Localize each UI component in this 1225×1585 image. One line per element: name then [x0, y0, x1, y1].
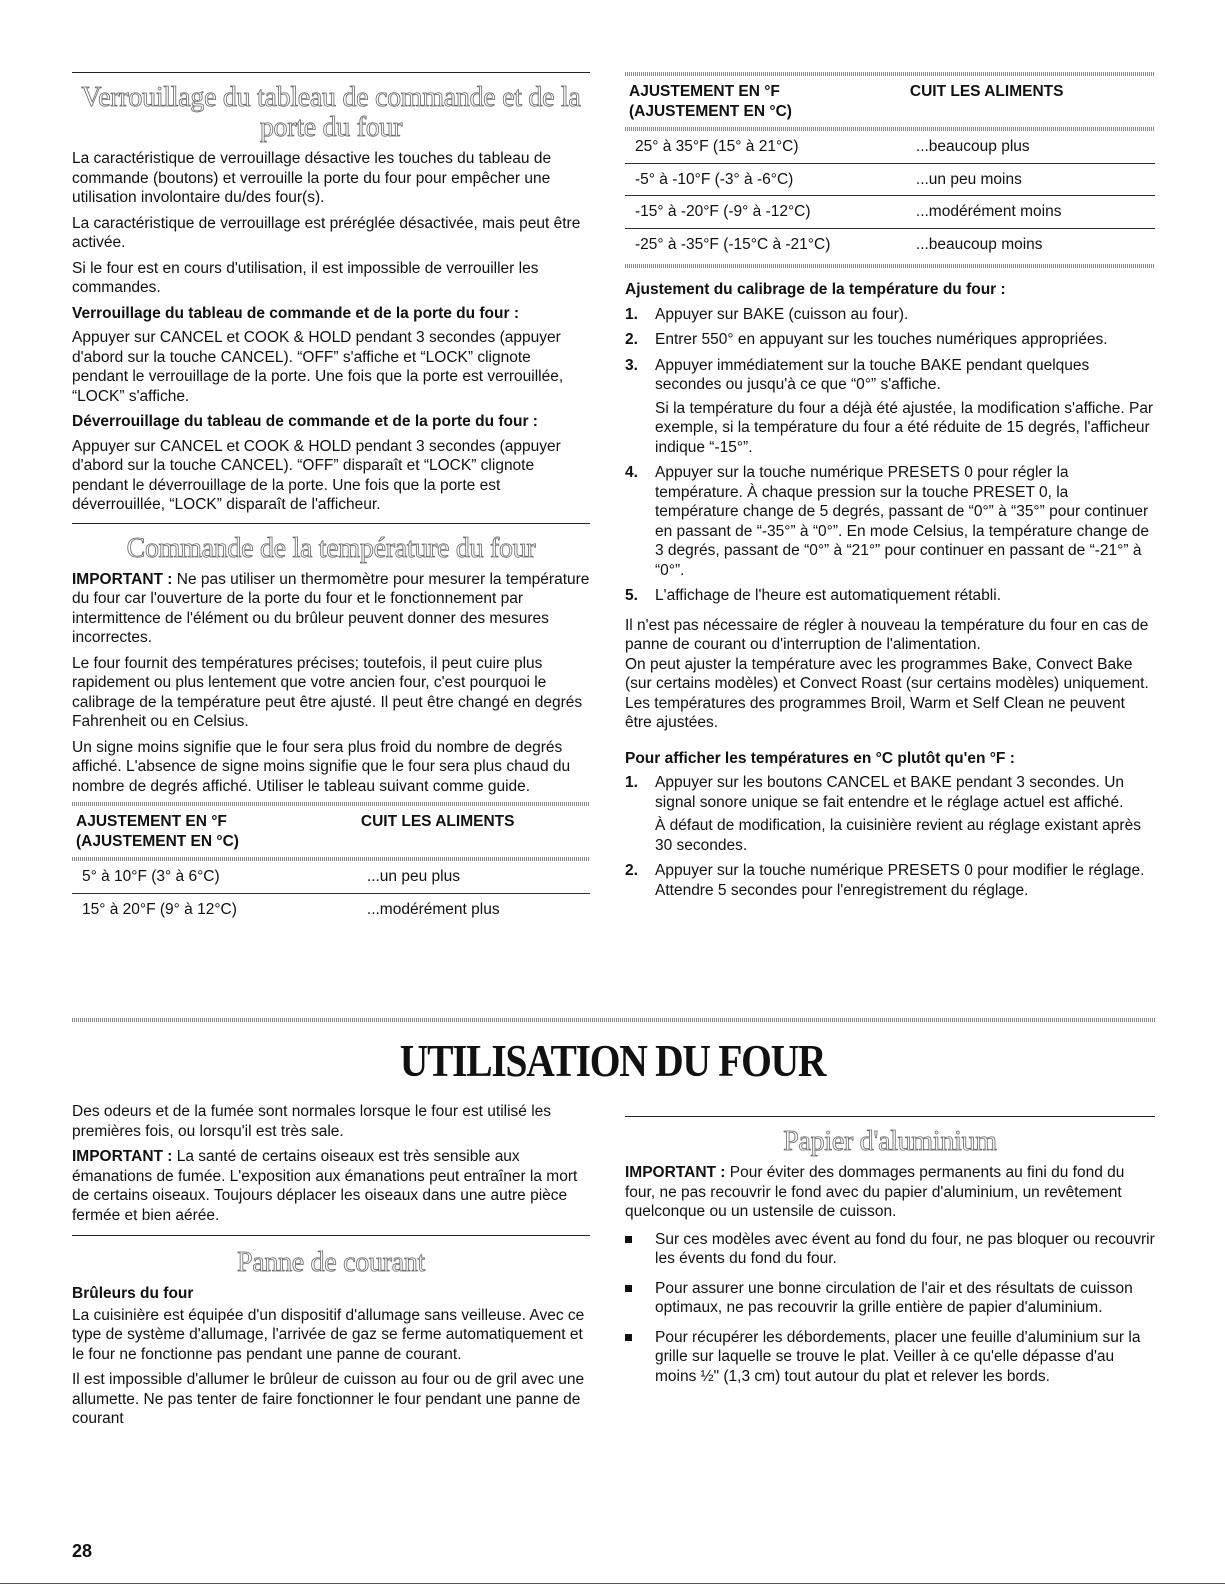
paragraph: La cuisinière est équipée d'un dispositif d'allumage sans veilleuse. Avec ce type de système d'allumage, l'arrivée de gaz se ferme automatiquement et le four ne fonctionne pas pendant une panne de courant. [72, 1306, 585, 1363]
step-number: 4. [625, 464, 638, 481]
burner-heading: Brûleurs du four [72, 1285, 194, 1302]
calibration-heading: Ajustement du calibrage de la température du four : [625, 281, 1006, 298]
step-number: 1. [625, 305, 638, 323]
table-cell: 5° à 10°F (3° à 6°C) [72, 861, 357, 893]
list-item [625, 330, 1155, 350]
list-item [625, 305, 1155, 325]
list-item [625, 356, 1155, 458]
adjustment-table [72, 808, 590, 925]
right-top-column [625, 72, 1155, 910]
step-number: 2. [625, 331, 638, 348]
step-text: Appuyer sur BAKE (cuisson au four). [655, 305, 909, 323]
bullet-square-icon [625, 1236, 632, 1243]
page-bottom-rule [0, 1583, 1225, 1584]
step-text: L'affichage de l'heure est automatiquement rétabli. [655, 587, 1001, 604]
table-header-row [625, 78, 1155, 127]
header-line: AJUSTEMENT EN °F [76, 813, 227, 830]
power-section-title: Panne de courant [236, 1247, 425, 1278]
list-item [625, 586, 1155, 606]
right-bottom-column [625, 1102, 1155, 1396]
table-cell: ...beaucoup plus [906, 131, 1155, 163]
header-line: AJUSTEMENT EN °F [629, 83, 780, 100]
paragraph: La caractéristique de verrouillage désactive les touches du tableau de commande (boutons) et verrouille la porte du four pour empêcher une utilisation involontaire du/des four(s). [72, 150, 552, 206]
dotted-rule [625, 264, 1155, 268]
list-item [625, 773, 1155, 855]
table-cell: -25° à -35°F (-15°C à -21°C) [635, 235, 831, 253]
paragraph: Appuyer sur CANCEL et COOK & HOLD pendant 3 secondes (appuyer d'abord sur la touche CANCEL). “OFF” disparaît et “LOCK” clignote pendant le déverrouillage de la porte. Une fois que la porte est déverrouillée, “LOCK” disparaît de l'afficheur. [72, 437, 561, 513]
bullet-square-icon [625, 1334, 632, 1341]
foil-bullets [625, 1230, 1155, 1387]
important-label: IMPORTANT : [72, 570, 173, 588]
paragraph: La caractéristique de verrouillage est préréglée désactivée, mais peut être activée. [72, 214, 581, 251]
table-row [72, 893, 590, 925]
foil-section-title: Papier d'aluminium [783, 1126, 997, 1157]
dotted-rule [72, 802, 590, 806]
table-cell: ...un peu plus [357, 861, 590, 893]
unlock-heading: Déverrouillage du tableau de commande et de la porte du four : [72, 413, 538, 430]
calibration-steps [625, 305, 1155, 606]
section-rule [72, 523, 590, 524]
step-text: Appuyer sur la touche numérique PRESETS 0 pour modifier le réglage. Attendre 5 secondes pour l'enregistrement du réglage. [655, 862, 1145, 899]
list-item [625, 463, 1155, 580]
paragraph: Il est impossible d'allumer le brûleur de cuisson au four ou de gril avec une allumette. Ne pas tenter de faire fonctionner le four pendant une panne de courant [72, 1371, 585, 1427]
table-header-row [72, 808, 590, 857]
important-text: Pour éviter des dommages permanents au fini du fond du four, ne pas recouvrir le fond avec du papier d'aluminium, un revêtement quelconque ou un ustensile de cuisson. [625, 1164, 1125, 1220]
table-cell: -5° à -10°F (-3° à -6°C) [625, 163, 906, 196]
table-header-cell [72, 808, 357, 857]
paragraph: Un signe moins signifie que le four sera plus froid du nombre de degrés affiché. L'absence de signe moins signifie que le four sera plus chaud du nombre de degrés affiché. Utiliser le tableau suivant comme guide. [72, 738, 571, 795]
table-cell: -15° à -20°F (-9° à -12°C) [625, 196, 906, 229]
list-item [625, 1328, 1155, 1387]
table-header-cell [625, 78, 906, 127]
table-cell: ...un peu moins [906, 163, 1155, 196]
step-text: Appuyer sur les boutons CANCEL et BAKE pendant 3 secondes. Un signal sonore unique se fait entendre et le réglage actuel est affiché. [655, 774, 1125, 811]
bullet-square-icon [625, 1285, 632, 1292]
step-number: 3. [625, 356, 638, 374]
paragraph [72, 570, 590, 648]
paragraph: Il n'est pas nécessaire de régler à nouveau la température du four en cas de panne de courant ou d'interruption de l'alimentation. [625, 616, 1149, 653]
important-text: Ne pas utiliser un thermomètre pour mesurer la température du four car l'ouverture de la porte du four et le fonctionnement par intermittence de l'élément ou du brûleur peuvent donner des mesures incorrectes. [72, 570, 590, 646]
bullet-text: Pour récupérer les débordements, placer une feuille d'aluminium sur la grille sur laquelle se trouve le plat. Veiller à ce qu'elle dépasse d'au moins ½" (1,3 cm) tout autour du plat et relever les bords. [655, 1328, 1141, 1385]
important-label: IMPORTANT : [625, 1164, 726, 1181]
celsius-steps [625, 773, 1155, 900]
paragraph: Si le four est en cours d'utilisation, il est impossible de verrouiller les commandes. [72, 259, 539, 296]
lock-section-title: Verrouillage du tableau de commande et de la porte du four [81, 82, 581, 143]
step-note: À défaut de modification, la cuisinière revient au réglage existant après 30 secondes. [655, 817, 1141, 854]
table-row [625, 163, 1155, 196]
section-rule [625, 1116, 1155, 1117]
paragraph: Le four fournit des températures précises; toutefois, il peut cuire plus rapidement ou plus lentement que votre ancien four, c'est pourquoi le calibrage de la température peut être ajusté. Il peut être changé en degrés Fahrenheit ou en Celsius. [72, 654, 583, 730]
left-bottom-column [72, 1102, 590, 1435]
page-title: UTILISATION DU FOUR [399, 1035, 826, 1086]
left-top-column [72, 72, 590, 929]
adjustment-table-continued [625, 78, 1155, 260]
header-line: (AJUSTEMENT EN °C) [629, 102, 792, 120]
table-row [625, 228, 1155, 260]
page-number: 28 [72, 1541, 93, 1561]
list-item [625, 1279, 1155, 1318]
paragraph: Appuyer sur CANCEL et COOK & HOLD pendant 3 secondes (appuyer d'abord sur la touche CANCEL). “OFF” s'affiche et “LOCK” clignote pendant le verrouillage de la porte. Une fois que la porte est verrouillée, “LOCK” s'affiche. [72, 329, 564, 405]
table-row [72, 861, 590, 893]
dotted-rule [625, 72, 1155, 76]
list-item [625, 1230, 1155, 1269]
dotted-rule [72, 1018, 1155, 1022]
paragraph [625, 1163, 1155, 1222]
section-rule [72, 72, 590, 73]
important-text: La santé de certains oiseaux est très sensible aux émanations de fumée. L'exposition aux émanations peut entraîner la mort de certains oiseaux. Toujours déplacer les oiseaux dans une autre pièce fermée et bien aérée. [72, 1148, 578, 1224]
table-cell: ...modérément plus [366, 900, 500, 918]
step-number: 5. [625, 587, 638, 604]
lock-heading: Verrouillage du tableau de commande et de la porte du four : [72, 304, 519, 322]
table-header-cell: CUIT LES ALIMENTS [909, 83, 1064, 100]
table-cell: ...modérément moins [906, 196, 1155, 229]
bullet-text: Sur ces modèles avec évent au fond du four, ne pas bloquer ou recouvrir les évents du fond du four. [655, 1230, 1155, 1267]
header-line: (AJUSTEMENT EN °C) [76, 832, 239, 850]
important-label: IMPORTANT : [72, 1148, 173, 1165]
step-note: Si la température du four a déjà été ajustée, la modification s'affiche. Par exemple, si la température du four a été réduite de 15 degrés, l'afficheur indique “-15°”. [655, 399, 1154, 456]
temp-section-title: Commande de la température du four [126, 532, 536, 564]
table-row [625, 131, 1155, 163]
table-header-cell: CUIT LES ALIMENTS [360, 813, 515, 830]
table-cell: 15° à 20°F (9° à 12°C) [82, 900, 237, 918]
table-cell: ...beaucoup moins [915, 235, 1043, 253]
table-row [625, 196, 1155, 229]
bullet-text: Pour assurer une bonne circulation de l'air et des résultats de cuisson optimaux, ne pas recouvrir la grille entière de papier d'aluminium. [655, 1279, 1133, 1316]
table-cell: 25° à 35°F (15° à 21°C) [625, 131, 906, 163]
step-text: Appuyer immédiatement sur la touche BAKE pendant quelques secondes ou jusqu'à ce que “0°” s'affiche. [655, 356, 1090, 393]
celsius-heading: Pour afficher les températures en °C plutôt qu'en °F : [625, 749, 1015, 767]
paragraph: Des odeurs et de la fumée sont normales lorsque le four est utilisé les premières fois, ou lorsqu'il est très sale. [72, 1103, 552, 1140]
paragraph [72, 1147, 590, 1225]
step-number: 2. [625, 862, 638, 879]
list-item [625, 861, 1155, 900]
paragraph: On peut ajuster la température avec les programmes Bake, Convect Bake (sur certains modèles) et Convect Roast (sur certains modèles) uniquement. Les températures des programmes Broil, Warm et Self Clean ne peuvent être ajustées. [625, 655, 1149, 731]
step-number: 1. [625, 774, 638, 791]
step-text: Appuyer sur la touche numérique PRESETS 0 pour régler la température. À chaque pression sur la touche PRESET 0, la température change de 5 degrés, passant de “0°” à “35°” pour continuer en passant de “-35°” à “0°”. En mode Celsius, la température change de 3 degrés, passant de “0°” à “21°” pour continuer en passant de “-21°” à “0°”. [655, 464, 1150, 579]
section-rule [72, 1235, 590, 1236]
step-text: Entrer 550° en appuyant sur les touches numériques appropriées. [655, 331, 1108, 348]
